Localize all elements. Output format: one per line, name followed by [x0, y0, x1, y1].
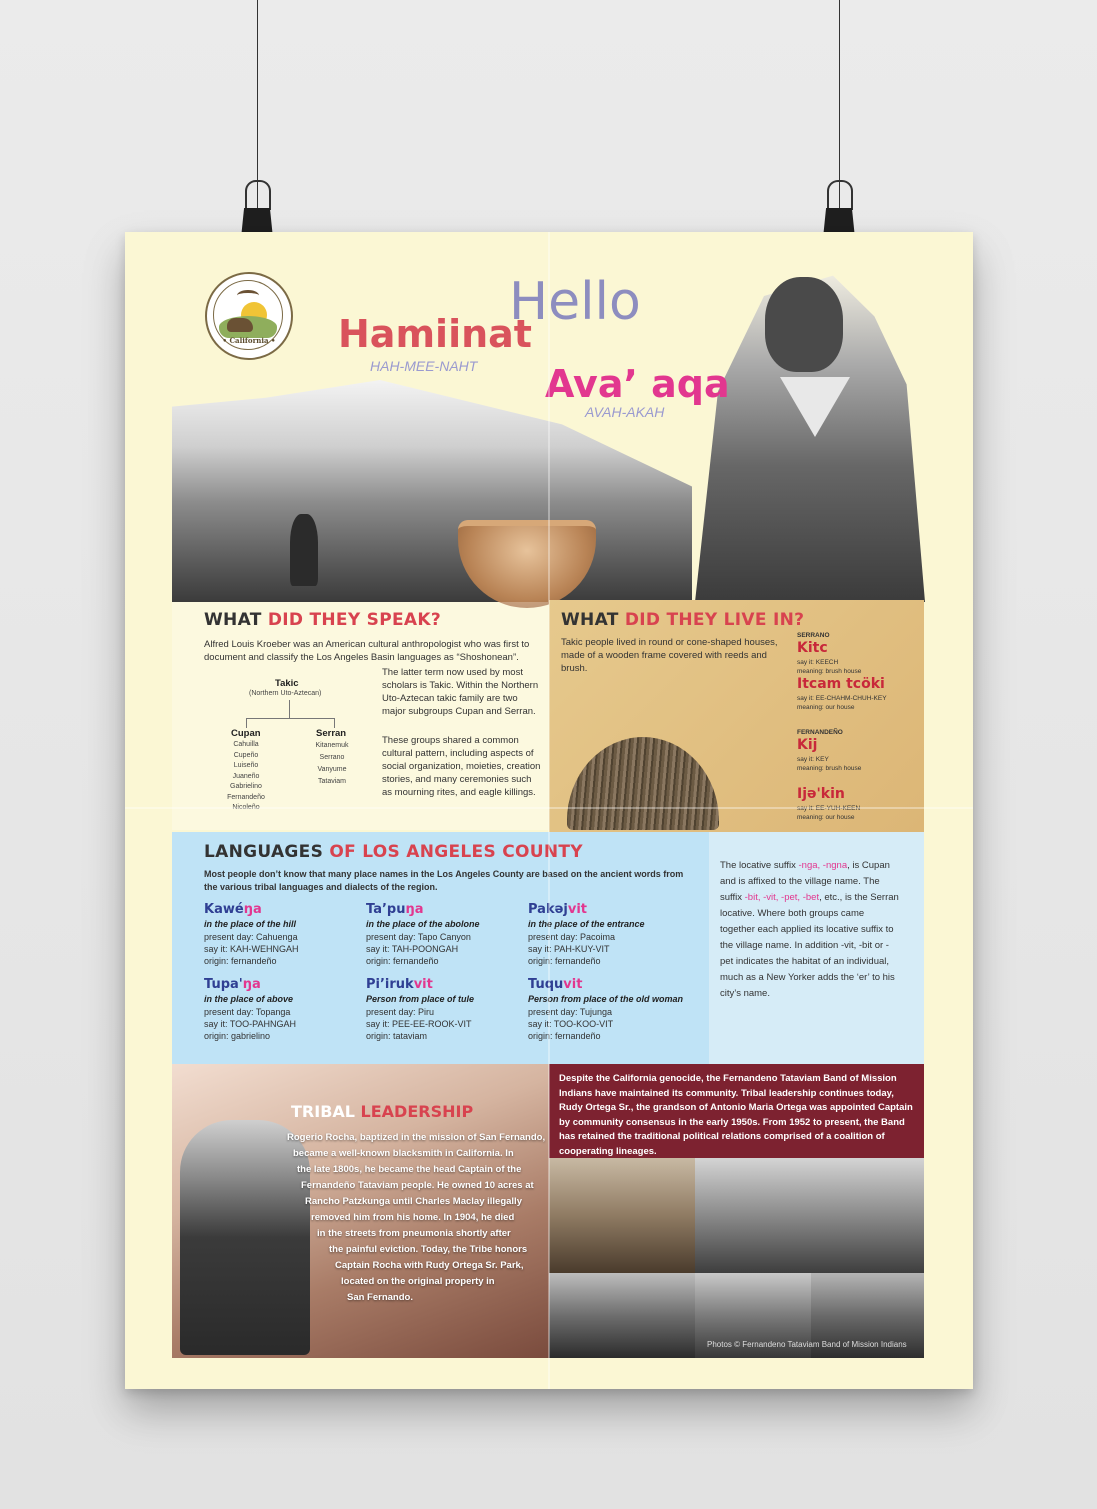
word-kitc-info: say it: KEECH meaning: brush house [797, 659, 862, 675]
tree-cupan-list: Cahuilla Cupeño Luiseño Juaneño Gabrielino Fernandeño Nicoleño [227, 741, 265, 811]
place-kawenga-info: present day: Cahuenga say it: KAH-WEHNGAH origin: fernandeño [204, 932, 299, 966]
place-tuquvit-info: present day: Tujunga say it: TOO-KOO-VIT origin: fernandeño [528, 1007, 614, 1041]
place-tapunga-info: present day: Tapo Canyon say it: TAH-POONGAH origin: fernandeño [366, 932, 471, 966]
elder-man-photo [549, 1273, 695, 1358]
speak-latter: The latter term now used by most scholars is Takic. Within the Northern Uto-Aztecan takic family are two major subgroups Cupan and Serran. [382, 667, 539, 717]
leadership-title: TRIBAL LEADERSHIP [291, 1102, 474, 1121]
place-tuquvit: Tuquvit [528, 977, 583, 992]
word-itcam-tcoki: Itcam tcöki [797, 676, 885, 692]
tree-serran: Serran [316, 728, 347, 739]
two-women-photo [695, 1158, 924, 1273]
place-tapunga: Ta’puŋa [366, 902, 424, 917]
word-kitc: Kitc [797, 640, 828, 656]
greeting-word-1: Hamiinat [338, 312, 532, 356]
place-tupanga: Tupa'ŋa [204, 977, 261, 992]
elder-woman-portrait-photo [549, 1158, 695, 1273]
locative-text: The locative suffix -nga, -ngna, is Cupan and is affixed to the village name. The suffix -bit, -vit, -pet, -bet, etc., is the Serran locative. Where both groups came together each applied its locative suffix to the village name. In addition -vit, -bit or -pet indicates the habitat of an individual, much as a New Yorker adds the ‘er’ to his city’s name. [720, 860, 899, 999]
live-title: WHAT DID THEY LIVE IN? [561, 610, 805, 630]
rogerio-rocha-photo [180, 1120, 310, 1355]
place-piirukvit: Pi’irukvit [366, 977, 433, 992]
word-kij-info: say it: KEY meaning: brush house [797, 756, 862, 772]
adobe-figure-photo [290, 514, 318, 586]
greeting-word-2: Ava’ aqa [545, 362, 730, 406]
genocide-text: Despite the California genocide, the Fernandeno Tataviam Band of Mission Indians have maintained its community. Tribal leadership continues today, Rudy Ortega Sr., the grandson of Antonio Maria Ortega was appointed Captain by community consensus in the early 1950s. From 1952 to present, the Band has retained the traditional political relations comprised of a coalition of cooperating lineages. [559, 1073, 913, 1157]
tribe-logo-seal: • California • [205, 272, 293, 360]
speak-groups: These groups shared a common cultural pattern, including aspects of social organization, moieties, creation stories, and many ceremonies such as mourning rites, and eagle killings. [382, 735, 541, 798]
tree-root-sub: (Northern Uto-Aztecan) [249, 690, 322, 697]
place-pakajvit: Pakəjvit [528, 902, 588, 917]
word-kij: Kij [797, 737, 818, 753]
serrano-label: SERRANO [797, 632, 830, 639]
speak-title: WHAT DID THEY SPEAK? [204, 610, 441, 630]
tree-serran-list: Kitanemuk Serrano Vanyume Tataviam [315, 742, 349, 785]
languages-intro: Most people don’t know that many place names in the Los Angeles County are based on the ancient words from the various tribal languages and dialects of the region. [204, 869, 684, 892]
fernandeno-label: FERNANDEÑO [797, 729, 843, 736]
greeting-word-1-pronunciation: HAH-MEE-NAHT [370, 358, 478, 374]
place-tupanga-info: present day: Topanga say it: TOO-PAHNGAH origin: gabrielino [204, 1007, 297, 1041]
place-piirukvit-info: present day: Piru say it: PEE-EE-ROOK-VIT origin: tataviam [366, 1007, 472, 1041]
tree-cupan: Cupan [231, 728, 261, 739]
word-ijekin: Ijə'kin [797, 786, 845, 802]
languages-title: LANGUAGES OF LOS ANGELES COUNTY [204, 842, 583, 862]
bird-icon [237, 290, 259, 301]
photo-credit: Photos © Fernandeno Tataviam Band of Mission Indians [707, 1340, 907, 1349]
live-text: Takic people lived in round or cone-shaped houses, made of a wooden frame covered with reeds and brush. [561, 637, 778, 674]
greeting-word-2-pronunciation: AVAH-AKAH [585, 404, 665, 420]
poster-bottom-margin [125, 1358, 973, 1389]
place-kawenga: Kawéŋa [204, 902, 262, 917]
poster: • California • Hello Hamiinat HAH-MEE-NAHT Ava’ aqa AVAH-AKAH WHAT DID THEY SPEAK? Alfred Louis Kroeber was an American cultural anthropologist who was first to document and classify the Los Angeles Basin languages as “Shoshonean”. The latter term now used by most scholars is Takic. Within the Northern Uto-Aztecan takic family are two major subgroups Cupan and Serran. These groups shared a common cultural pattern, including aspects of social organization, moieties, creation stories, and many ceremonies such as mourning rites, and eagle killings. Takic (Northern Uto-Aztecan) Cupan Serran Cahuilla Cupeño Luiseño Juaneño Gabrielino Fernandeño Nicoleño Kitanemuk Serrano Vanyume Tataviam WHAT DID THEY LIVE IN? Takic people lived in round or cone-shaped houses, made of a wooden frame covered with reeds and brush. SERRANO Kitc say it: KEECH meaning: brush house Itcam tcöki say it: EE-CHAHM-CHUH-KEY meaning: our house FERNANDEÑO Kij say it: KEY meaning: brush house Ijə'kin say it: EE-YUH-KEEN meaning: our house LANGUAGES OF LOS ANGELES COUNTY Most people don’t know that many place names in the Los Angeles County are based on the ancient words from the various tribal languages and dialects of the region. Kawéŋa in the place of the hill present day: Cahuenga say it: KAH-WEHNGAH origin: fernandeño Ta’puŋa in the place of the abolone present day: Tapo Canyon say it: TAH-POONGAH origin: fernandeño Pakəjvit in the place of the entrance present day: Pacoima say it: PAH-KUY-VIT origin: fernandeño Tupa'ŋa in the place of above present day: Topanga say it: TOO-PAHNGAH origin: gabrielino Pi’irukvit Person from place of tule present day: Piru say it: PEE-EE-ROOK-VIT origin: tataviam Tuquvit Person from place of the old woman present day: Tujunga say it: TOO-KOO-VIT origin: fernandeño The locative suffix -nga, -ngna, is Cupan and is affixed to the village name. The suffix -bit, -vit, -pet, -bet, etc., is the Serran locative. Where both groups came together each applied its locative suffix to the village name. In addition -vit, -bit or -pet indicates the habitat of an individual, much as a New Yorker adds the ‘er’ to his city’s name. TRIBAL LEADERSHIP Rogerio Rocha, baptized in the mission of San Fernando, became a well-known blacksmith in California. In the late 1800s, he became the head Captain of the Fernandeño Tataviam people. He owned 10 acres at Rancho Patzkunga until Charles Maclay illegally removed him from his home. In 1904, he died in the streets from pneumonia shortly after the painful eviction. Today, the Tribe honors Captain Rocha with Rudy Ortega Sr. Park, located on the original property in San Fernando. Despite the California genocide, the Fernandeno Tataviam Band of Mission Indians have maintained its community. Tribal leadership continues today, Rudy Ortega Sr., the grandson of Antonio Maria Ortega was appointed Captain by community consensus in the early 1950s. From 1952 to present, the Band has retained the traditional political relations comprised of a coalition of cooperating lineages. Photos © Fernandeno Tataviam Band of Mission Indians [125, 232, 973, 1389]
word-itcam-info: say it: EE-CHAHM-CHUH-KEY meaning: our house [797, 695, 887, 711]
place-pakajvit-info: present day: Pacoima say it: PAH-KUY-VIT origin: fernandeño [528, 932, 616, 966]
word-ijekin-info: say it: EE-YUH-KEEN meaning: our house [797, 805, 861, 821]
bear-icon [227, 318, 253, 332]
hello-heading: Hello [509, 272, 641, 332]
woman-head [765, 277, 843, 372]
tree-root: Takic [275, 678, 299, 689]
speak-intro: Alfred Louis Kroeber was an American cultural anthropologist who was first to document and classify the Los Angeles Basin languages as “Shoshonean”. [204, 639, 530, 663]
